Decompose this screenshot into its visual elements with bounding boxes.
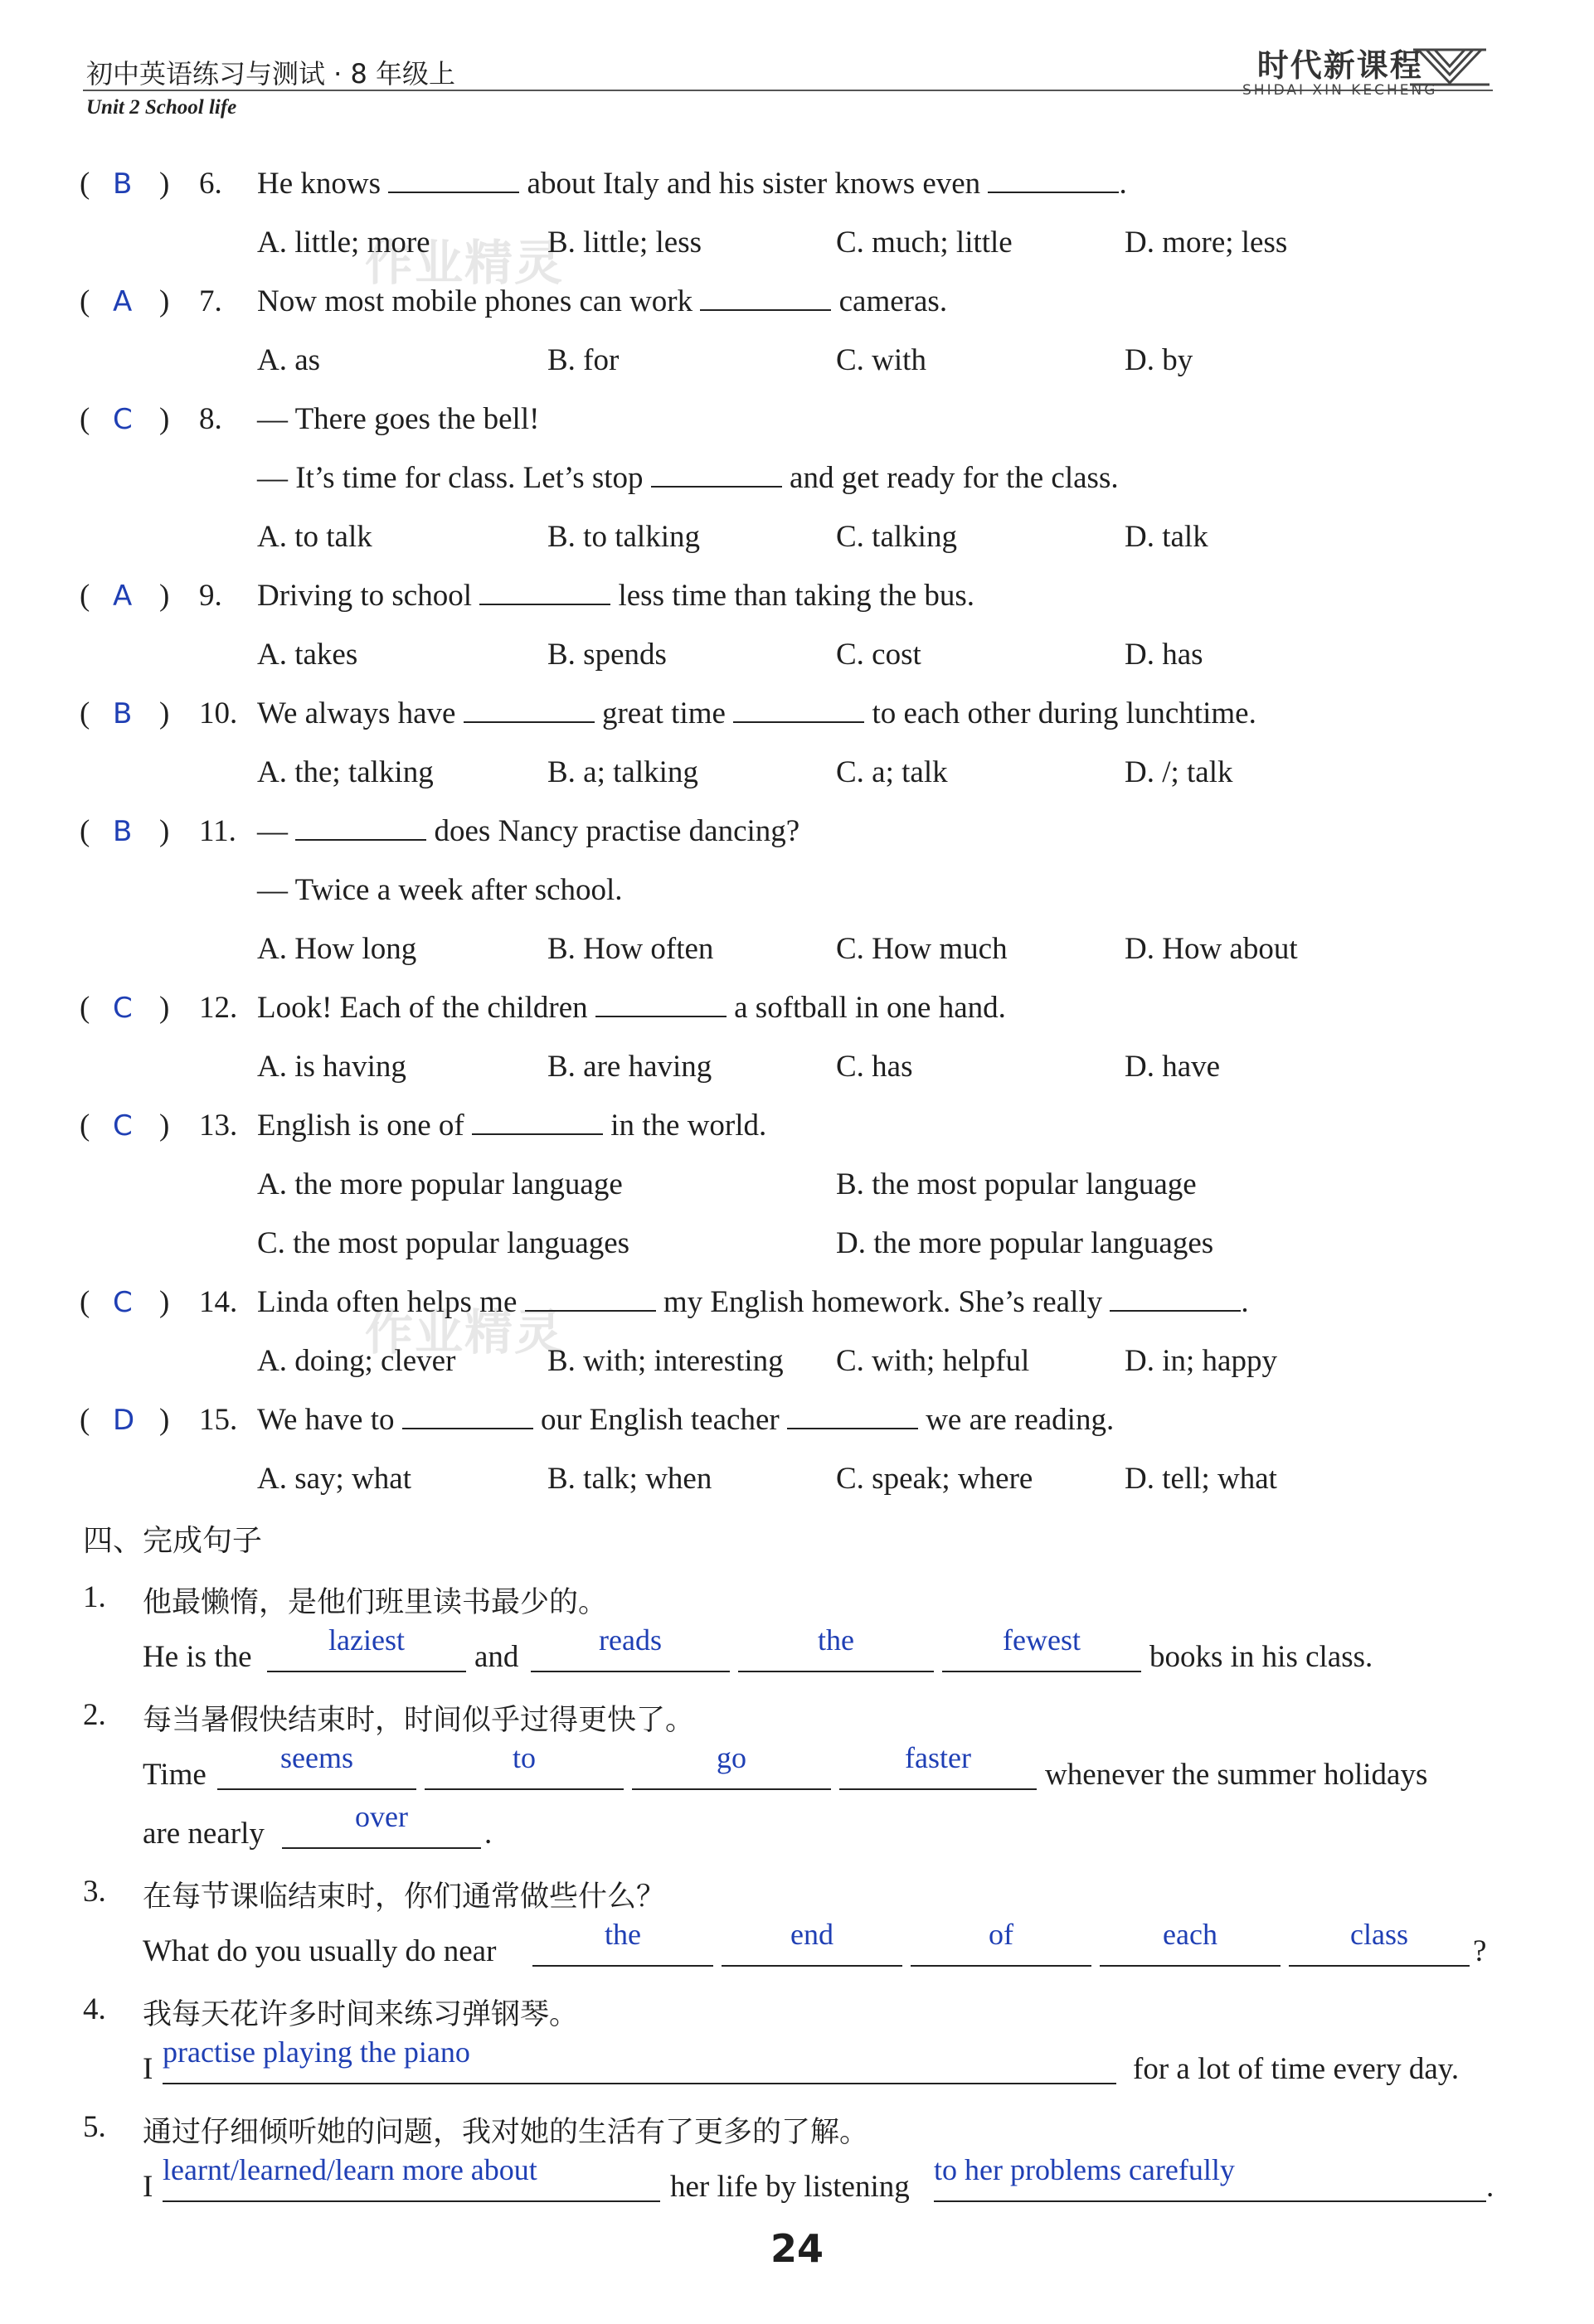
option: B. are having — [547, 1050, 712, 1084]
stem-text: We have to — [257, 1403, 402, 1437]
stem-text: cameras. — [831, 284, 948, 318]
answer-blank — [388, 167, 519, 193]
option: C. the most popular languages — [257, 1226, 630, 1260]
question-stem — [257, 284, 947, 319]
filled-answer — [267, 1623, 466, 1672]
filled-answer — [1100, 1918, 1281, 1967]
question-number: 7. — [199, 284, 222, 318]
stem-text: and get ready for the class. — [781, 461, 1119, 495]
question-stem — [257, 1284, 1249, 1320]
answer-letter: C — [113, 403, 133, 436]
sentence-text: books in his class. — [1149, 1640, 1373, 1674]
paren-open: ( — [80, 402, 90, 436]
paren-close: ) — [159, 991, 170, 1025]
sentence-text: He is the — [143, 1640, 252, 1674]
answer-text: learnt/learned/learn more about — [163, 2153, 537, 2186]
question-number: 10. — [199, 696, 238, 730]
option: B. little; less — [547, 226, 702, 260]
option: D. /; talk — [1125, 755, 1233, 789]
filled-answer — [425, 1741, 624, 1790]
answer-blank — [700, 284, 831, 311]
filled-answer — [217, 1741, 416, 1790]
sentence-text: her life by listening — [670, 2170, 910, 2204]
paren-open: ( — [80, 991, 90, 1025]
option: A. the more popular language — [257, 1167, 623, 1201]
stem-text: to each other during lunchtime. — [864, 696, 1256, 730]
stem-text: less time than taking the bus. — [610, 579, 975, 613]
answer-blank — [651, 461, 782, 488]
chinese-prompt: 每当暑假快结束时，时间似乎过得更快了。 — [143, 1704, 695, 1737]
filled-answer — [163, 2153, 660, 2202]
answer-letter: B — [113, 167, 133, 201]
item-number: 2. — [83, 1698, 106, 1732]
option: D. have — [1125, 1050, 1221, 1084]
question-number: 9. — [199, 579, 222, 613]
answer-letter: A — [113, 580, 133, 613]
filled-answer — [632, 1741, 831, 1790]
stem-text: . — [1119, 167, 1127, 201]
option: C. cost — [836, 638, 921, 672]
filled-answer — [163, 2035, 1116, 2084]
filled-answer — [738, 1623, 934, 1672]
paren-open: ( — [80, 579, 90, 613]
answer-letter: C — [113, 992, 133, 1025]
answer-blank — [733, 696, 864, 723]
option: C. has — [836, 1050, 913, 1084]
answer-text: to her problems carefully — [934, 2153, 1235, 2186]
item-number: 1. — [83, 1580, 106, 1614]
paren-open: ( — [80, 696, 90, 730]
stem-text: — Twice a week after school. — [257, 873, 623, 907]
paren-open: ( — [80, 167, 90, 201]
stem-text: . — [1241, 1285, 1249, 1319]
filled-answer — [531, 1623, 730, 1672]
answer-text: end — [790, 1918, 833, 1951]
paren-close: ) — [159, 696, 170, 730]
answer-letter: C — [113, 1286, 133, 1319]
answer-text: over — [355, 1800, 408, 1833]
paren-close: ) — [159, 579, 170, 613]
question-number: 11. — [199, 814, 236, 848]
filled-answer — [532, 1918, 713, 1967]
paren-open: ( — [80, 1285, 90, 1319]
option: A. to talk — [257, 520, 372, 554]
stem-text: English is one of — [257, 1109, 472, 1143]
sentence-text: I — [143, 2052, 153, 2086]
option: B. How often — [547, 932, 714, 966]
option: D. by — [1125, 343, 1193, 377]
stem-text: — — [257, 814, 296, 848]
option: C. with; helpful — [836, 1344, 1030, 1378]
option: B. spends — [547, 638, 667, 672]
brand-name-cn: 时代新课程 — [1256, 47, 1423, 84]
sentence-text: . — [1486, 2170, 1494, 2204]
stem-text: our English teacher — [532, 1403, 787, 1437]
answer-blank — [1110, 1285, 1241, 1312]
option: C. talking — [836, 520, 957, 554]
answer-letter: A — [113, 285, 133, 318]
stem-text: my English homework. She’s really — [655, 1285, 1110, 1319]
question-stem — [257, 696, 1256, 731]
sentence-text: and — [474, 1640, 519, 1674]
filled-answer — [282, 1800, 481, 1849]
paren-close: ) — [159, 1285, 170, 1319]
stem-text: — It’s time for class. Let’s stop — [257, 461, 651, 495]
question-stem — [257, 872, 623, 908]
watermark: 作业精灵 — [365, 235, 565, 291]
stem-text: Look! Each of the children — [257, 991, 595, 1025]
option: C. with — [836, 343, 926, 377]
answer-text: the — [818, 1623, 854, 1657]
answer-letter: C — [113, 1109, 133, 1143]
stem-text: we are reading. — [917, 1403, 1115, 1437]
paren-open: ( — [80, 1109, 90, 1143]
question-stem — [257, 1402, 1114, 1438]
question-stem — [257, 990, 1006, 1026]
option: C. How much — [836, 932, 1008, 966]
answer-blank — [472, 1109, 603, 1135]
paren-open: ( — [80, 1403, 90, 1437]
brand-name-en: SHIDAI XIN KECHENG — [1242, 82, 1438, 99]
question-stem — [257, 401, 539, 437]
chinese-prompt: 我每天花许多时间来练习弹钢琴。 — [143, 1998, 579, 2031]
answer-blank — [402, 1403, 533, 1429]
paren-close: ) — [159, 284, 170, 318]
paren-close: ) — [159, 167, 170, 201]
option: B. to talking — [547, 520, 700, 554]
paren-close: ) — [159, 1403, 170, 1437]
sentence-text: Time — [143, 1758, 207, 1792]
paren-open: ( — [80, 284, 90, 318]
option: A. How long — [257, 932, 417, 966]
option: A. is having — [257, 1050, 406, 1084]
answer-blank — [787, 1403, 918, 1429]
stem-text: Driving to school — [257, 579, 480, 613]
page-number: 24 — [770, 2226, 824, 2271]
stem-text: — There goes the bell! — [257, 402, 540, 436]
chinese-prompt: 在每节课临结束时，你们通常做些什么？ — [143, 1880, 666, 1914]
option: D. more; less — [1125, 226, 1288, 260]
stem-text: in the world. — [602, 1109, 767, 1143]
filled-answer — [839, 1741, 1037, 1790]
stem-text: We always have — [257, 696, 464, 730]
option: C. a; talk — [836, 755, 948, 789]
option: D. in; happy — [1125, 1344, 1277, 1378]
option: A. takes — [257, 638, 358, 672]
answer-text: go — [717, 1741, 746, 1774]
paren-open: ( — [80, 814, 90, 848]
answer-text: fewest — [1003, 1623, 1081, 1657]
question-number: 8. — [199, 402, 222, 436]
option: C. much; little — [836, 226, 1013, 260]
section-title: 四、完成句子 — [83, 1524, 263, 1558]
option: D. has — [1125, 638, 1203, 672]
answer-letter: B — [113, 697, 133, 730]
answer-blank — [464, 696, 595, 723]
question-stem — [257, 1108, 766, 1143]
stem-text: does Nancy practise dancing? — [426, 814, 800, 848]
question-number: 14. — [199, 1285, 238, 1319]
sentence-text: whenever the summer holidays — [1045, 1758, 1428, 1792]
stem-text: about Italy and his sister knows even — [519, 167, 989, 201]
option: A. little; more — [257, 226, 430, 260]
sentence-text: . — [484, 1817, 493, 1851]
chinese-prompt: 通过仔细倾听她的问题，我对她的生活有了更多的了解。 — [143, 2116, 869, 2149]
question-number: 13. — [199, 1109, 238, 1143]
question-number: 12. — [199, 991, 238, 1025]
book-title: 初中英语练习与测试 · 8 年级上 — [86, 58, 456, 90]
stem-text: great time — [594, 696, 734, 730]
answer-text: laziest — [328, 1623, 405, 1657]
option: D. talk — [1125, 520, 1208, 554]
item-number: 4. — [83, 1992, 106, 2026]
watermark: 作业精灵 — [365, 1304, 565, 1361]
answer-text: to — [512, 1741, 536, 1774]
answer-text: each — [1163, 1918, 1217, 1951]
answer-text: class — [1350, 1918, 1408, 1951]
unit-label: Unit 2 School life — [86, 96, 237, 119]
item-number: 5. — [83, 2110, 106, 2144]
question-stem — [257, 460, 1119, 496]
filled-answer — [1289, 1918, 1470, 1967]
filled-answer — [722, 1918, 902, 1967]
question-number: 6. — [199, 167, 222, 201]
option: A. doing; clever — [257, 1344, 456, 1378]
sentence-text: ? — [1473, 1934, 1487, 1968]
filled-answer — [934, 2153, 1486, 2202]
option: A. as — [257, 343, 321, 377]
answer-text: practise playing the piano — [163, 2035, 470, 2069]
answer-text: reads — [599, 1623, 662, 1657]
brand-mark-icon — [1410, 45, 1490, 90]
option: B. for — [547, 343, 620, 377]
question-stem — [257, 578, 974, 614]
filled-answer — [911, 1918, 1091, 1967]
stem-text: Now most mobile phones can work — [257, 284, 701, 318]
answer-letter: B — [113, 815, 133, 848]
question-stem — [257, 166, 1127, 201]
option: B. with; interesting — [547, 1344, 784, 1378]
option: B. the most popular language — [836, 1167, 1197, 1201]
answer-text: the — [605, 1918, 641, 1951]
option: B. a; talking — [547, 755, 698, 789]
option: A. the; talking — [257, 755, 434, 789]
paren-close: ) — [159, 1109, 170, 1143]
sentence-text: I — [143, 2170, 153, 2204]
stem-text: Linda often helps me — [257, 1285, 525, 1319]
paren-close: ) — [159, 814, 170, 848]
sentence-text: What do you usually do near — [143, 1934, 497, 1968]
stem-text: a softball in one hand. — [726, 991, 1006, 1025]
chinese-prompt: 他最懒惰，是他们班里读书最少的。 — [143, 1586, 608, 1619]
answer-blank — [988, 167, 1119, 193]
paren-close: ) — [159, 402, 170, 436]
answer-blank — [295, 814, 426, 841]
answer-blank — [525, 1285, 656, 1312]
option: D. the more popular languages — [836, 1226, 1214, 1260]
question-number: 15. — [199, 1403, 238, 1437]
option: D. tell; what — [1125, 1462, 1277, 1496]
option: A. say; what — [257, 1462, 411, 1496]
answer-text: faster — [905, 1741, 971, 1774]
sentence-text: are nearly — [143, 1817, 265, 1851]
option: B. talk; when — [547, 1462, 712, 1496]
answer-blank — [595, 991, 727, 1017]
option: C. speak; where — [836, 1462, 1033, 1496]
option: D. How about — [1125, 932, 1298, 966]
answer-text: of — [989, 1918, 1013, 1951]
answer-blank — [479, 579, 610, 605]
stem-text: He knows — [257, 167, 389, 201]
item-number: 3. — [83, 1875, 106, 1909]
answer-letter: D — [113, 1404, 135, 1437]
answer-text: seems — [280, 1741, 353, 1774]
question-stem — [257, 813, 799, 849]
filled-answer — [942, 1623, 1141, 1672]
sentence-text: for a lot of time every day. — [1133, 2052, 1460, 2086]
brand-logo — [1242, 40, 1437, 99]
